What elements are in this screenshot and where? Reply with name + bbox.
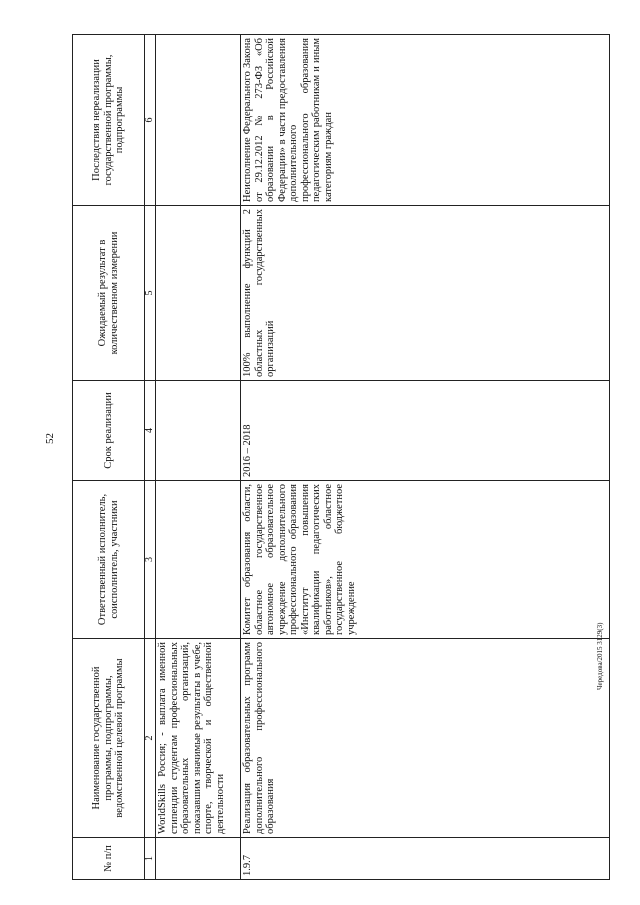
row-period (156, 381, 241, 481)
row-result: 100% выполнение функций 2 областных государственных организаций (241, 206, 610, 381)
header-cell-executor: Ответственный исполнитель, соисполнитель, участники (73, 481, 145, 639)
page-number: 52 (44, 433, 56, 444)
row-consequence: Неисполнение Федерального Закона от 29.12.2012 № 273-ФЗ «Об образовании в Российской Федерации» в части предоставления дополнительного профессионального образования педагогическим работникам и иным категориям граждан (241, 35, 610, 206)
rotated-table-container (72, 35, 610, 880)
footer-code: Чередова/2015 3129(3) (596, 622, 604, 690)
row-period: 2016 – 2018 (241, 381, 610, 481)
row-consequence (156, 35, 241, 206)
header-cell-name: Наименование государственной программы, подпрограммы, ведомственной целевой программы (73, 639, 145, 838)
program-table (72, 34, 610, 880)
column-number-row (145, 35, 156, 880)
row-name: WorldSkills Россия; - выплата именной стипендии студентам профессиональных образовательных организаций, показавшим значимые результаты в учебе, спорте, творческой и общественной деятельности (156, 639, 241, 838)
column-number: 4 (145, 381, 156, 481)
row-result (156, 206, 241, 381)
column-number: 2 (145, 639, 156, 838)
row-name: Реализация образовательных программ дополнительного профессионального образования (241, 639, 610, 838)
column-number: 6 (145, 35, 156, 206)
header-cell-result: Ожидаемый результат в количественном измерении (73, 206, 145, 381)
header-cell-period: Срок реализации (73, 381, 145, 481)
header-cell-number: № п/п (73, 838, 145, 880)
column-number: 5 (145, 206, 156, 381)
table-row (241, 35, 610, 880)
row-executor (156, 481, 241, 639)
row-number: 1.9.7 (241, 838, 610, 880)
row-number (156, 838, 241, 880)
column-number: 1 (145, 838, 156, 880)
row-executor: Комитет образования области, областное государственное автономное образовательное учреждение дополнительного профессионального образования «Институт повышения квалификации педагогических работников», областное государственное бюджетное учреждение (241, 481, 610, 639)
header-row (73, 35, 145, 880)
column-number: 3 (145, 481, 156, 639)
header-cell-consequence: Последствия нереализации государственной программы, подпрограммы (73, 35, 145, 206)
table-row (156, 35, 241, 880)
